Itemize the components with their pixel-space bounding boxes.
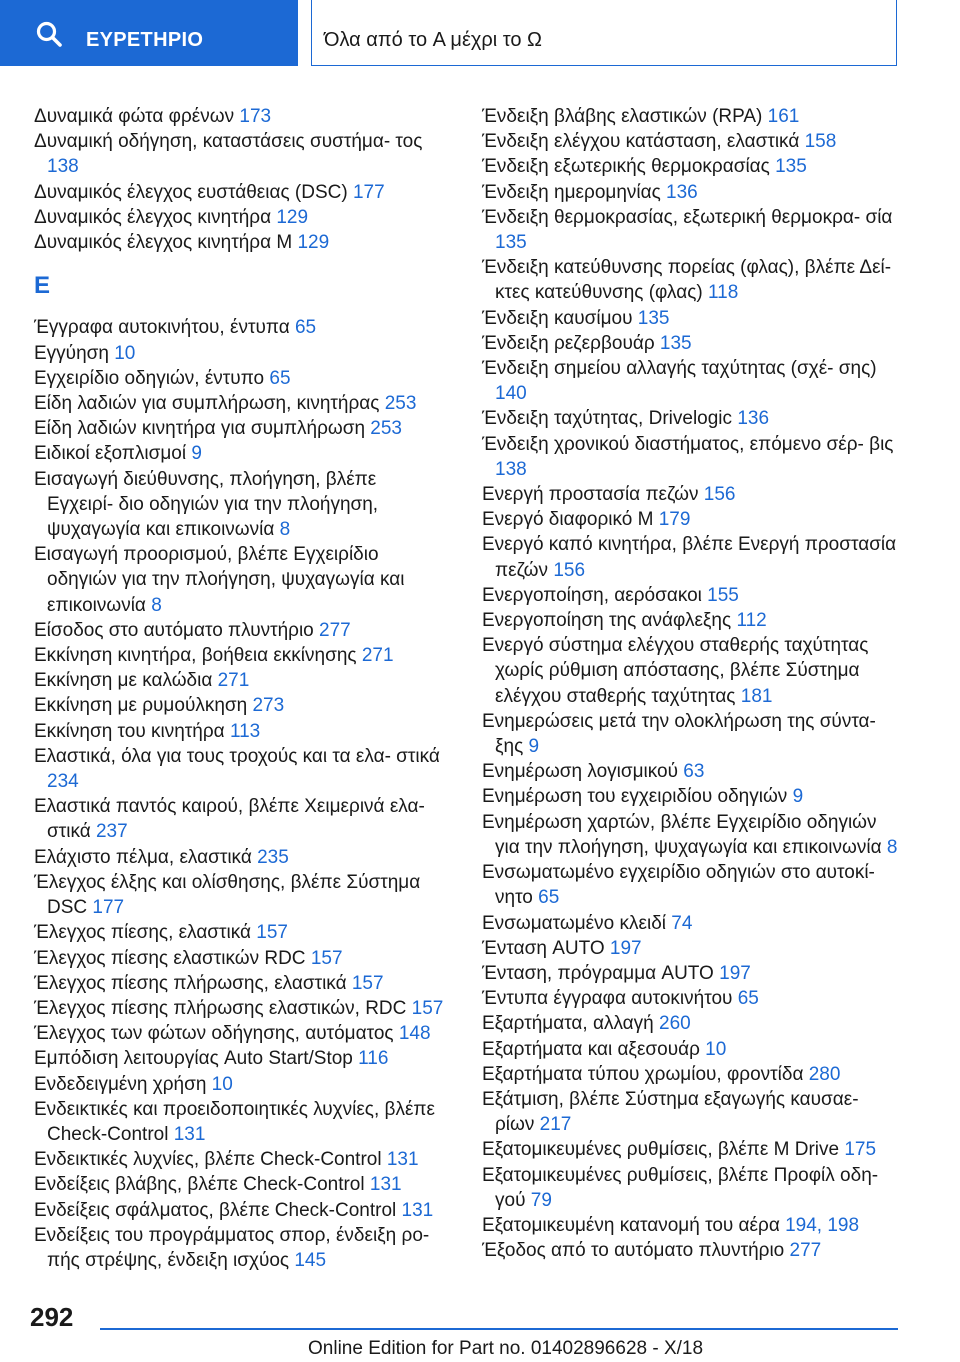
- index-entry-text: Ενημέρωση χαρτών, βλέπε Εγχειρίδιο οδηγιών για την πλοήγηση, ψυχαγωγία και επικοινωνία: [482, 811, 887, 858]
- index-entry-text: Ενεργοποίηση της ανάφλεξης: [482, 610, 737, 632]
- index-entry: [482, 961, 902, 986]
- index-entry: [34, 341, 446, 366]
- footer-divider: [100, 1328, 898, 1330]
- index-entry-text: Ένδειξη ταχύτητας, Drivelogic: [482, 408, 738, 430]
- index-entry-text: Εξαρτήματα και αξεσουάρ: [482, 1038, 706, 1060]
- index-entry: [34, 1147, 446, 1172]
- page-reference-link[interactable]: 273: [252, 695, 285, 717]
- index-entry-text: Ενεργή προστασία πεζών: [482, 484, 704, 506]
- index-entry-text: Δυναμικός έλεγχος κινητήρα M: [34, 232, 298, 254]
- index-entry: [34, 1046, 446, 1071]
- index-entry-text: Έγγραφα αυτοκινήτου, έντυπα: [34, 317, 295, 339]
- page-reference-link[interactable]: 79: [530, 1189, 552, 1211]
- index-entry-text: Έλεγχος έλξης και ολίσθησης, βλέπε Σύστημα DSC: [34, 871, 421, 919]
- index-entry-text: Ελάχιστο πέλμα, ελαστικά: [34, 846, 258, 868]
- index-entry: [34, 180, 446, 205]
- index-entry: [34, 205, 446, 230]
- index-entry: [482, 1087, 902, 1137]
- index-entry-text: Εγχειρίδιο οδηγιών, έντυπο: [34, 367, 270, 389]
- page-reference-link[interactable]: 161: [767, 106, 800, 127]
- page-reference-link[interactable]: 9: [528, 736, 540, 758]
- page-reference-link[interactable]: 197: [719, 962, 751, 984]
- index-entry: [482, 1011, 902, 1036]
- page-reference-link[interactable]: 65: [538, 887, 560, 909]
- page-reference-link[interactable]: 131: [173, 1123, 206, 1145]
- page-reference-link[interactable]: 65: [737, 988, 759, 1010]
- page-reference-link[interactable]: 173: [239, 106, 272, 127]
- index-entry: [482, 608, 902, 633]
- index-entry: [34, 1223, 446, 1273]
- page-reference-link[interactable]: 131: [369, 1174, 402, 1196]
- index-entry-text: Ειδικοί εξοπλισμοί: [34, 443, 192, 465]
- index-entry-text: Είδη λαδιών για συμπλήρωση, κινητήρας: [34, 393, 385, 415]
- page-reference-link[interactable]: 253: [384, 393, 417, 415]
- index-entry-text: Εκκίνηση του κινητήρα: [34, 720, 230, 742]
- index-entry-text: Έλεγχος πίεσης, ελαστικά: [34, 922, 257, 944]
- index-entry: [34, 104, 446, 129]
- page-reference-link[interactable]: 156: [703, 484, 736, 506]
- index-entry: [34, 467, 446, 543]
- index-entry: [482, 1037, 902, 1062]
- index-entry: [34, 870, 446, 920]
- page-reference-link[interactable]: 157: [411, 997, 444, 1019]
- index-entry: [482, 180, 902, 205]
- page-reference-link[interactable]: 9: [191, 443, 202, 465]
- page-reference-link[interactable]: 65: [269, 367, 291, 389]
- page-reference-link[interactable]: 157: [351, 972, 384, 994]
- index-entry-text: Ενδείξεις βλάβης, βλέπε Check-Control: [34, 1174, 370, 1196]
- index-entry: [482, 709, 902, 759]
- page-reference-link[interactable]: 277: [789, 1240, 822, 1262]
- page-reference-link[interactable]: 135: [495, 232, 527, 254]
- index-entry-text: Δυναμικός έλεγχος ευστάθειας (DSC): [34, 181, 353, 203]
- index-entry: [482, 482, 902, 507]
- index-entry-text: Δυναμικός έλεγχος κινητήρα: [34, 206, 277, 228]
- index-entry: [34, 693, 446, 718]
- page-reference-link[interactable]: 131: [401, 1199, 434, 1221]
- index-entry: [34, 1172, 446, 1197]
- index-entry-text: Έλεγχος πίεσης πλήρωσης, ελαστικά: [34, 972, 352, 994]
- page-reference-link[interactable]: 63: [683, 761, 705, 783]
- page-reference-link[interactable]: 280: [808, 1063, 841, 1085]
- index-entry: [482, 432, 902, 482]
- index-entry-text: Εισαγωγή προορισμού, βλέπε Εγχειρίδιο οδηγιών για την πλοήγηση, ψυχαγωγία και επικοινωνία: [34, 544, 405, 616]
- page-reference-link[interactable]: 112: [736, 610, 767, 632]
- index-entry: [482, 205, 902, 255]
- index-entry: [34, 1021, 446, 1046]
- index-entry: [34, 315, 446, 340]
- index-entry: [482, 1213, 902, 1238]
- index-entry: [482, 986, 902, 1011]
- page-reference-link[interactable]: 158: [804, 131, 837, 153]
- page-reference-link[interactable]: 131: [386, 1149, 419, 1171]
- index-entry: [482, 104, 902, 129]
- index-entry-text: Ενημέρωση του εγχειριδίου οδηγιών: [482, 786, 793, 808]
- index-entry: [34, 441, 446, 466]
- index-entry-text: Ένδειξη κατεύθυνσης πορείας (φλας), βλέπε Δεί‐ κτες κατεύθυνσης (φλας): [482, 257, 892, 304]
- index-entry: [34, 744, 446, 794]
- index-entry-text: Εξατομικευμένες ρυθμίσεις, βλέπε Προφίλ οδη‐ γού: [482, 1164, 879, 1211]
- index-entry-text: Εισαγωγή διεύθυνσης, πλοήγηση, βλέπε Εγχειρί‐ διο οδηγιών για την πλοήγηση, ψυχαγωγία και επικοινωνία: [34, 468, 379, 541]
- index-entry: [482, 1062, 902, 1087]
- page-reference-link[interactable]: 136: [666, 181, 698, 203]
- index-column-right: [482, 104, 902, 1263]
- page-reference-link[interactable]: 9: [792, 786, 804, 808]
- page-reference-link[interactable]: 260: [659, 1013, 691, 1035]
- page-reference-link[interactable]: 253: [370, 418, 402, 440]
- index-entry-text: Έλεγχος πίεσης ελαστικών RDC: [34, 947, 311, 969]
- index-entry: [34, 946, 446, 971]
- page-reference-link[interactable]: 8: [279, 519, 291, 541]
- page-reference-link[interactable]: 116: [358, 1048, 389, 1070]
- index-entry: [482, 1238, 902, 1263]
- index-entry-text: Ενημέρωση λογισμικού: [482, 761, 684, 783]
- page-reference-link[interactable]: 175: [844, 1139, 877, 1161]
- index-letter-heading: Ε: [34, 272, 51, 300]
- page-reference-link[interactable]: 177: [352, 181, 385, 203]
- index-entry: [34, 366, 446, 391]
- page-reference-link[interactable]: 217: [539, 1114, 572, 1136]
- index-entry-text: Εκκίνηση κινητήρα, βοήθεια εκκίνησης: [34, 645, 362, 667]
- page-reference-link[interactable]: 74: [671, 912, 693, 934]
- index-entry-text: Ενεργό διαφορικό M: [482, 509, 659, 531]
- index-entry-text: Ένδειξη ελέγχου κατάσταση, ελαστικά: [482, 131, 805, 153]
- page-reference-link[interactable]: 235: [257, 846, 289, 868]
- index-entry: [482, 356, 902, 406]
- page-reference-link[interactable]: 118: [707, 282, 739, 304]
- index-entry-text: Ενδείξεις του προγράμματος σπορ, ένδειξη ρο‐ πής στρέψης, ένδειξη ισχύος: [34, 1224, 430, 1271]
- index-entry-text: Έξοδος από το αυτόματο πλυντήριο: [482, 1240, 790, 1262]
- index-entry: [482, 406, 902, 431]
- page-reference-link[interactable]: 145: [294, 1249, 327, 1271]
- page-reference-link[interactable]: 197: [609, 937, 642, 959]
- index-entry-text: Ένταση, πρόγραμμα AUTO: [482, 962, 720, 984]
- index-entry-text: Ένδειξη βλάβης ελαστικών (RPA): [482, 106, 768, 127]
- index-entry-text: Είδη λαδιών κινητήρα για συμπλήρωση: [34, 418, 371, 440]
- page-reference-link[interactable]: 271: [217, 670, 250, 692]
- index-entry-text: Ένδειξη καυσίμου: [482, 307, 638, 329]
- index-entry: [482, 633, 902, 709]
- index-entry: [34, 230, 446, 255]
- index-entry-text: Ενεργό καπό κινητήρα, βλέπε Ενεργή προστασία πεζών: [482, 534, 897, 581]
- index-entry: [482, 784, 902, 809]
- page-reference-link[interactable]: 8: [151, 594, 162, 616]
- index-entry: [34, 542, 446, 618]
- index-tab[interactable]: [0, 0, 298, 66]
- page-reference-link[interactable]: 10: [114, 342, 136, 364]
- page-reference-link[interactable]: 113: [229, 720, 261, 742]
- index-entry-text: Δυναμική οδήγηση, καταστάσεις συστήμα‐ τος: [34, 131, 423, 153]
- index-entry-text: Έλεγχος των φώτων οδήγησης, αυτόματος: [34, 1023, 399, 1045]
- index-entry-text: Εκκίνηση με καλώδια: [34, 670, 218, 692]
- page-reference-link[interactable]: 135: [659, 332, 692, 354]
- page-reference-link[interactable]: 177: [92, 897, 125, 919]
- page-reference-link[interactable]: 148: [398, 1023, 431, 1045]
- index-entry-text: Ένδειξη χρονικού διαστήματος, επόμενο σέρ‐ βις: [482, 433, 894, 455]
- index-entry: [34, 920, 446, 945]
- index-entry-text: Εξατομικευμένες ρυθμίσεις, βλέπε M Drive: [482, 1139, 845, 1161]
- index-entry: [34, 416, 446, 441]
- page-reference-link[interactable]: 135: [637, 307, 670, 329]
- index-entry-text: Ενσωματωμένο κλειδί: [482, 912, 672, 934]
- index-entry: [482, 532, 902, 582]
- index-entry-text: Δυναμικά φώτα φρένων: [34, 106, 240, 127]
- index-entry-text: Εγγύηση: [34, 342, 115, 364]
- page-reference-link[interactable]: 135: [775, 156, 807, 178]
- index-entry-text: Εξατομικευμένη κατανομή του αέρα: [482, 1214, 786, 1236]
- index-entry: [482, 911, 902, 936]
- page-reference-link[interactable]: 8: [886, 836, 898, 858]
- index-entry-text: Ένδειξη εξωτερικής θερμοκρασίας: [482, 156, 776, 178]
- index-entry: [482, 583, 902, 608]
- index-entry: [34, 1072, 446, 1097]
- index-entry-text: Εξαρτήματα τύπου χρωμίου, φροντίδα: [482, 1063, 809, 1085]
- index-entry: [482, 129, 902, 154]
- page-reference-link[interactable]: 155: [707, 584, 739, 606]
- index-entry-text: Ένδειξη ρεζερβουάρ: [482, 332, 660, 354]
- index-entry: [482, 1163, 902, 1213]
- index-entry-text: Ένδειξη σημείου αλλαγής ταχύτητας (σχέ‐ σης): [482, 358, 877, 380]
- search-icon: [36, 21, 62, 47]
- section-header: [311, 0, 897, 66]
- page-reference-link[interactable]: 138: [47, 156, 79, 178]
- index-entry-text: Εξαρτήματα, αλλαγή: [482, 1013, 660, 1035]
- index-entry: [34, 668, 446, 693]
- page-reference-link[interactable]: 65: [294, 317, 317, 339]
- index-entry: [34, 643, 446, 668]
- page-reference-link[interactable]: 10: [211, 1073, 233, 1095]
- index-entry: [34, 719, 446, 744]
- index-entry-text: Ενεργοποίηση, αερόσακοι: [482, 584, 708, 606]
- page-reference-link[interactable]: 234: [47, 771, 79, 793]
- index-entry-text: Ενδεδειγμένη χρήση: [34, 1073, 212, 1095]
- index-entry: [482, 306, 902, 331]
- index-entry: [34, 996, 446, 1021]
- index-entry-text: Εξάτμιση, βλέπε Σύστημα εξαγωγής καυσαε‐ ρίων: [482, 1088, 859, 1136]
- page-reference-link[interactable]: 277: [319, 619, 351, 641]
- index-entry: [34, 1198, 446, 1223]
- index-entry-text: Έντυπα έγγραφα αυτοκινήτου: [482, 988, 738, 1010]
- page-reference-link[interactable]: 138: [495, 458, 527, 480]
- index-entry-text: Ένταση AUTO: [482, 937, 610, 959]
- index-entry-text: Ενεργό σύστημα ελέγχου σταθερής ταχύτητας χωρίς ρύθμιση απόστασης, βλέπε Σύστημα ελέγχου σταθερής ταχύτητας: [482, 635, 869, 707]
- index-entry: [34, 618, 446, 643]
- index-entry-text: Ελαστικά, όλα για τους τροχούς και τα ελα‐ στικά: [34, 745, 440, 767]
- index-entry: [482, 936, 902, 961]
- index-entry-text: Είσοδος στο αυτόματο πλυντήριο: [34, 619, 320, 641]
- page-reference-link[interactable]: 156: [553, 559, 586, 581]
- index-entry: [482, 331, 902, 356]
- index-entry-text: Ένδειξη ημερομηνίας: [482, 181, 667, 203]
- index-tab-label: ΕΥΡΕΤΗΡΙΟ: [86, 29, 204, 51]
- index-entry-text: Έλεγχος πίεσης πλήρωσης ελαστικών, RDC: [34, 997, 412, 1019]
- index-column-left: [34, 104, 446, 1273]
- section-title: Όλα από το A μέχρι το Ω: [324, 29, 542, 51]
- page-reference-link[interactable]: 129: [276, 206, 309, 228]
- page-reference-link[interactable]: 136: [737, 408, 770, 430]
- index-entry: [34, 845, 446, 870]
- index-entry: [482, 507, 902, 532]
- page-reference-link[interactable]: 157: [310, 947, 343, 969]
- index-entry: [482, 860, 902, 910]
- page-reference-link[interactable]: 237: [95, 821, 128, 843]
- edition-footer: Online Edition for Part no. 01402896628 - X/18: [308, 1338, 704, 1359]
- index-entry-text: Ενσωματωμένο εγχειρίδιο οδηγιών στο αυτοκί‐ νητο: [482, 862, 875, 909]
- index-entry-text: Ενημερώσεις μετά την ολοκλήρωση της σύντα‐ ξης: [482, 710, 876, 758]
- index-entry-text: Ελαστικά παντός καιρού, βλέπε Χειμερινά ελα‐ στικά: [34, 796, 425, 843]
- page-number: 292: [30, 1302, 74, 1332]
- index-entry: [482, 255, 902, 305]
- page-reference-link[interactable]: 129: [297, 232, 330, 254]
- page-reference-link[interactable]: 194, 198: [785, 1214, 860, 1236]
- index-entry: [34, 391, 446, 416]
- index-entry: [34, 794, 446, 844]
- page-reference-link[interactable]: 140: [495, 383, 527, 405]
- index-entry-text: Εμπόδιση λειτουργίας Auto Start/Stop: [34, 1048, 359, 1070]
- index-entry: [482, 1137, 902, 1162]
- index-entry: [34, 971, 446, 996]
- index-entry: [34, 1097, 446, 1147]
- index-entry: [482, 759, 902, 784]
- index-entry-text: Ενδείξεις σφάλματος, βλέπε Check-Control: [34, 1199, 402, 1221]
- index-entry-text: Εκκίνηση με ρυμούλκηση: [34, 695, 253, 717]
- index-entry-text: Ενδεικτικές και προειδοποιητικές λυχνίες, βλέπε Check-Control: [34, 1098, 435, 1145]
- index-entry-text: Ένδειξη θερμοκρασίας, εξωτερική θερμοκρα‐ σία: [482, 206, 893, 228]
- index-entry-text: Ενδεικτικές λυχνίες, βλέπε Check-Control: [34, 1149, 387, 1171]
- page-reference-link[interactable]: 179: [658, 509, 691, 531]
- page-reference-link[interactable]: 157: [256, 922, 288, 944]
- index-entry: [482, 154, 902, 179]
- page-reference-link[interactable]: 10: [705, 1038, 727, 1060]
- index-entry: [34, 129, 446, 179]
- page-reference-link[interactable]: 181: [740, 685, 773, 707]
- index-entry: [482, 810, 902, 860]
- page-reference-link[interactable]: 271: [361, 645, 394, 667]
